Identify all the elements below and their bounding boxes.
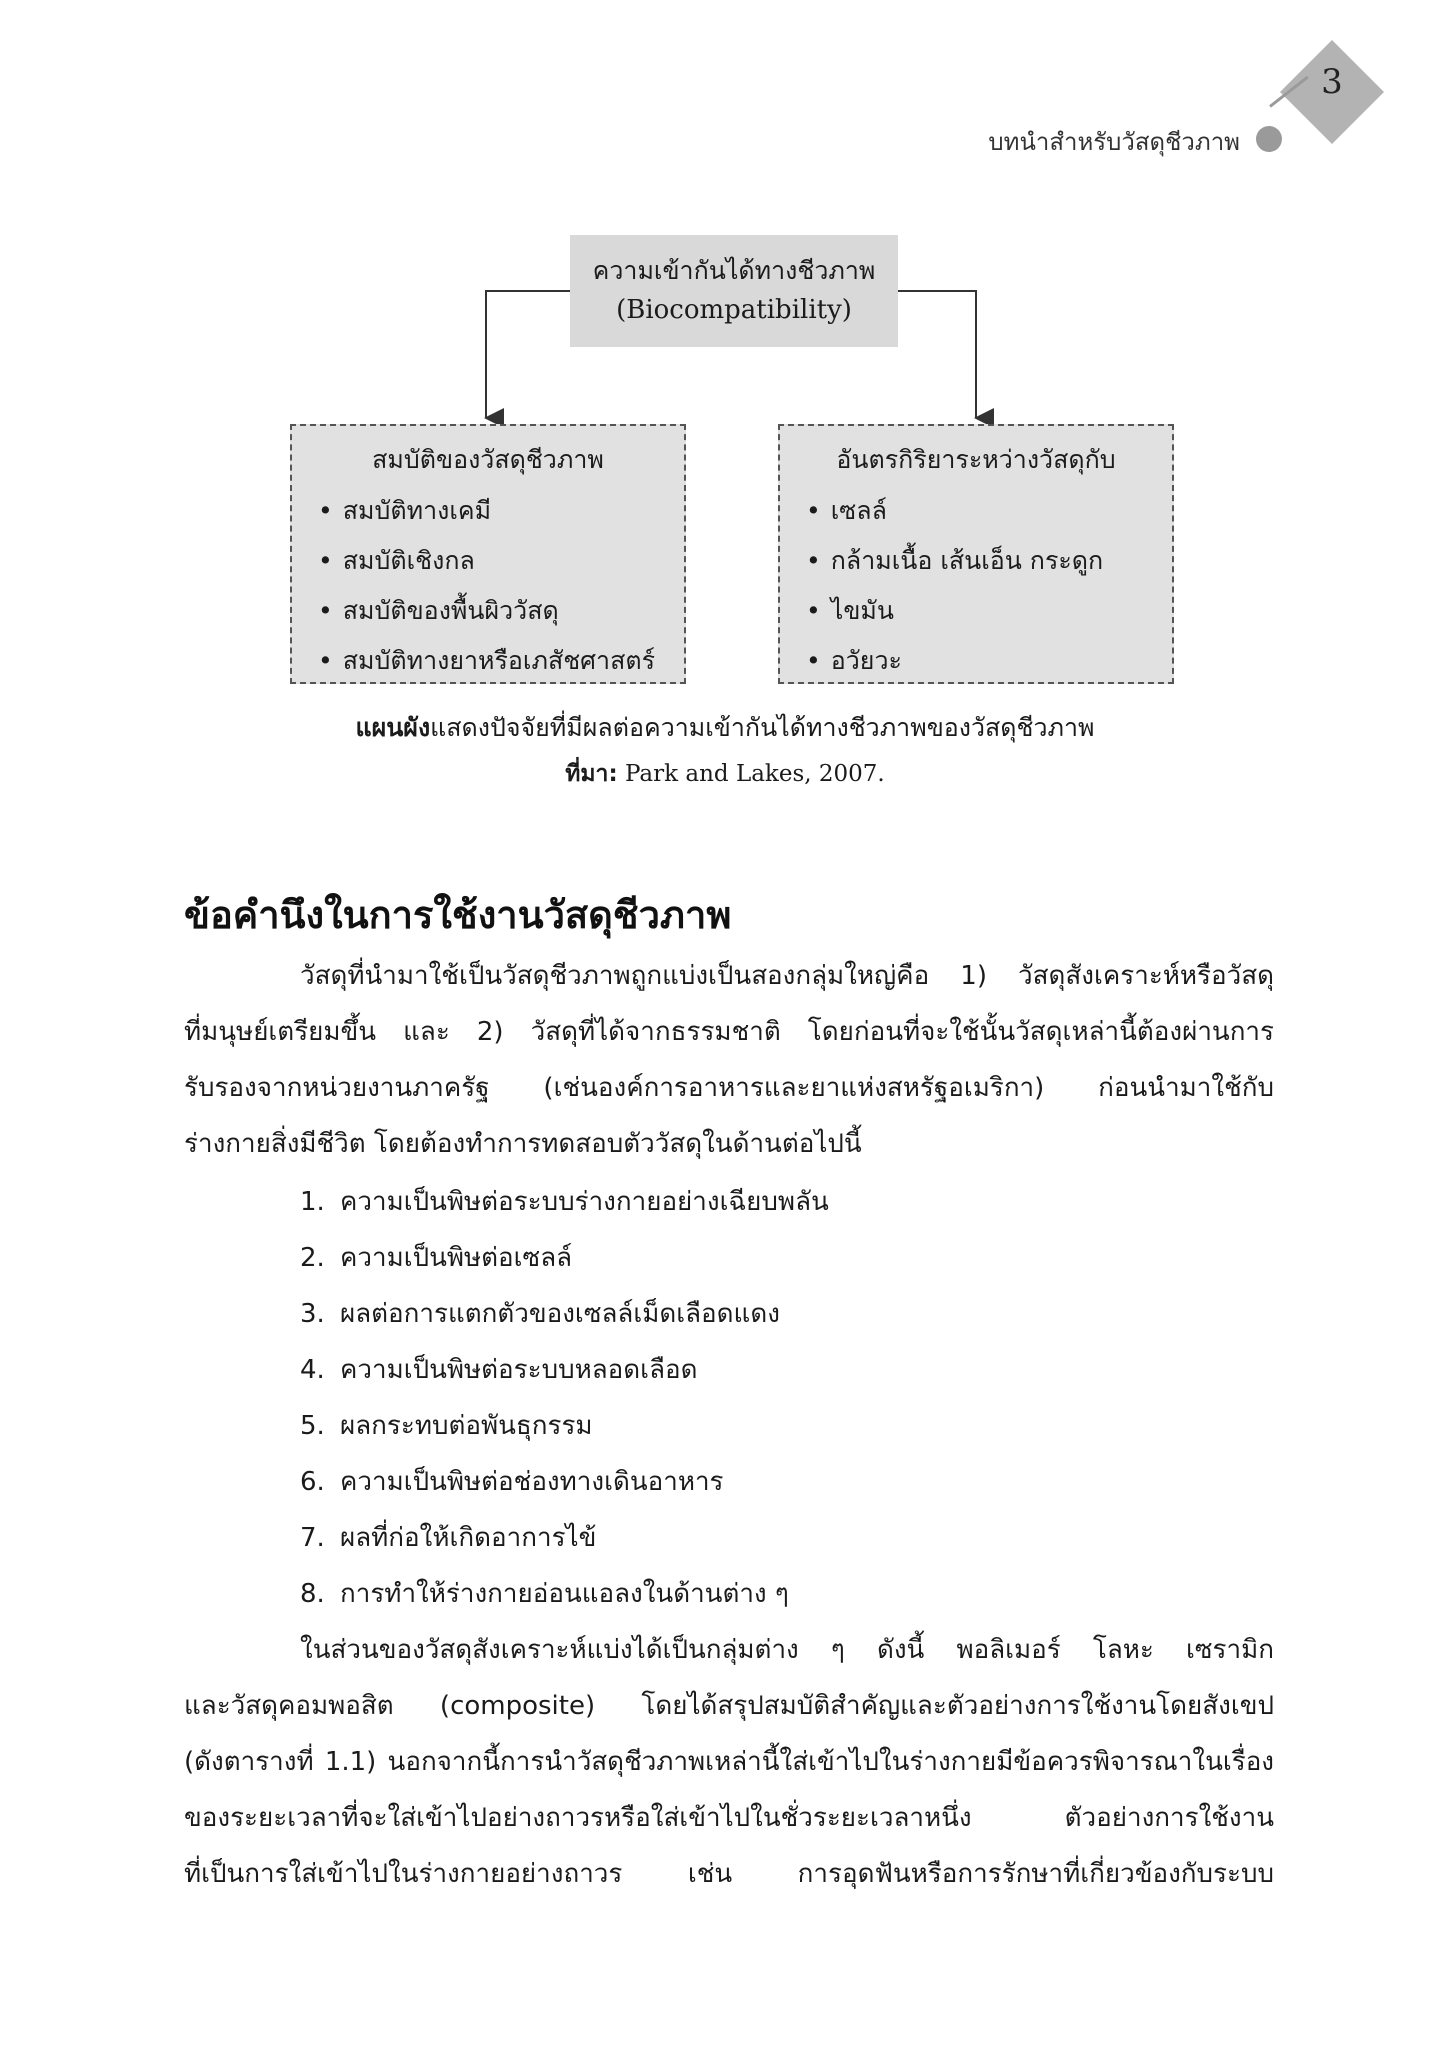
list-item: • เซลล์	[806, 486, 1103, 536]
list-item: • กล้ามเนื้อ เส้นเอ็น กระดูก	[806, 536, 1103, 586]
list-item: 1. ความเป็นพิษต่อระบบร่างกายอย่างเฉียบพลัน	[300, 1187, 829, 1217]
interactions-list	[806, 486, 1103, 686]
test-list	[300, 1174, 829, 1622]
list-item: • อวัยวะ	[806, 636, 1103, 686]
interactions-box	[778, 424, 1174, 684]
caption-label: แผนผัง	[355, 713, 431, 742]
paragraph-2	[184, 1622, 1274, 1902]
list-item: 4. ความเป็นพิษต่อระบบหลอดเลือด	[300, 1355, 698, 1385]
list-item: 7. ผลที่ก่อให้เกิดอาการไข้	[300, 1523, 597, 1553]
paragraph-line: ที่มนุษย์เตรียมขึ้น และ 2) วัสดุที่ได้จากธรรมชาติ โดยก่อนที่จะใช้นั้นวัสดุเหล่านี้ต้องผ่านการ	[184, 1017, 1274, 1047]
paragraph-line: และวัสดุคอมพอสิต (composite) โดยได้สรุปสมบัติสำคัญและตัวอย่างการใช้งานโดยสังเขป	[184, 1691, 1274, 1721]
paragraph-line: ที่เป็นการใส่เข้าไปในร่างกายอย่างถาวร เช่น การอุดฟันหรือการรักษาที่เกี่ยวข้องกับระบบ	[184, 1859, 1274, 1889]
biocompatibility-box	[570, 235, 898, 347]
biocompatibility-diagram	[0, 0, 1450, 800]
paragraph-line: ร่างกายสิ่งมีชีวิต โดยต้องทำการทดสอบตัววัสดุในด้านต่อไปนี้	[184, 1129, 862, 1159]
figure-caption	[0, 708, 1450, 748]
list-item: • สมบัติเชิงกล	[318, 536, 655, 586]
paragraph-line: ในส่วนของวัสดุสังเคราะห์แบ่งได้เป็นกลุ่มต่าง ๆ ดังนี้ พอลิเมอร์ โลหะ เซรามิก	[300, 1635, 1274, 1665]
biocompatibility-title-english: (Biocompatibility)	[616, 295, 852, 325]
list-item: 8. การทำให้ร่างกายอ่อนแอลงในด้านต่าง ๆ	[300, 1579, 789, 1609]
source-text: Park and Lakes, 2007.	[617, 761, 885, 787]
list-item: 5. ผลกระทบต่อพันธุกรรม	[300, 1411, 593, 1441]
source-label: ที่มา:	[565, 761, 618, 787]
connector-left-arrow	[486, 291, 570, 418]
list-item: • ไขมัน	[806, 586, 1103, 636]
page-number: 3	[1321, 62, 1343, 102]
list-item: 6. ความเป็นพิษต่อช่องทางเดินอาหาร	[300, 1467, 724, 1497]
list-item: • สมบัติทางยาหรือเภสัชศาสตร์	[318, 636, 655, 686]
list-item: • สมบัติทางเคมี	[318, 486, 655, 536]
running-head: บทนำสำหรับวัสดุชีวภาพ	[988, 128, 1240, 156]
caption-text: แสดงปัจจัยที่มีผลต่อความเข้ากันได้ทางชีวภาพของวัสดุชีวภาพ	[430, 713, 1095, 742]
biocompatibility-title-thai: ความเข้ากันได้ทางชีวภาพ	[592, 256, 876, 285]
material-properties-list	[318, 486, 655, 686]
list-item: • สมบัติของพื้นผิววัสดุ	[318, 586, 655, 636]
section-heading: ข้อคำนึงในการใช้งานวัสดุชีวภาพ	[184, 893, 732, 937]
material-properties-title: สมบัติของวัสดุชีวภาพ	[372, 445, 604, 474]
paragraph-line: รับรองจากหน่วยงานภาครัฐ (เช่นองค์การอาหารและยาแห่งสหรัฐอเมริกา) ก่อนนำมาใช้กับ	[184, 1073, 1274, 1103]
material-properties-box	[290, 424, 686, 684]
paragraph-line: วัสดุที่นำมาใช้เป็นวัสดุชีวภาพถูกแบ่งเป็นสองกลุ่มใหญ่คือ 1) วัสดุสังเคราะห์หรือวัสดุ	[300, 961, 1274, 991]
figure-source	[0, 756, 1450, 792]
list-item: 2. ความเป็นพิษต่อเซลล์	[300, 1243, 573, 1273]
connector-right-arrow	[898, 291, 976, 418]
interactions-title: อันตรกิริยาระหว่างวัสดุกับ	[836, 445, 1116, 474]
paragraph-line: (ดังตารางที่ 1.1) นอกจากนี้การนำวัสดุชีวภาพเหล่านี้ใส่เข้าไปในร่างกายมีข้อควรพิจารณาในเรื่อง	[184, 1747, 1274, 1777]
paragraph-1	[184, 948, 1274, 1172]
list-item: 3. ผลต่อการแตกตัวของเซลล์เม็ดเลือดแดง	[300, 1299, 780, 1329]
diagram-connectors	[0, 0, 1450, 800]
paragraph-line: ของระยะเวลาที่จะใส่เข้าไปอย่างถาวรหรือใส่เข้าไปในชั่วระยะเวลาหนึ่ง ตัวอย่างการใช้งาน	[184, 1803, 1274, 1833]
